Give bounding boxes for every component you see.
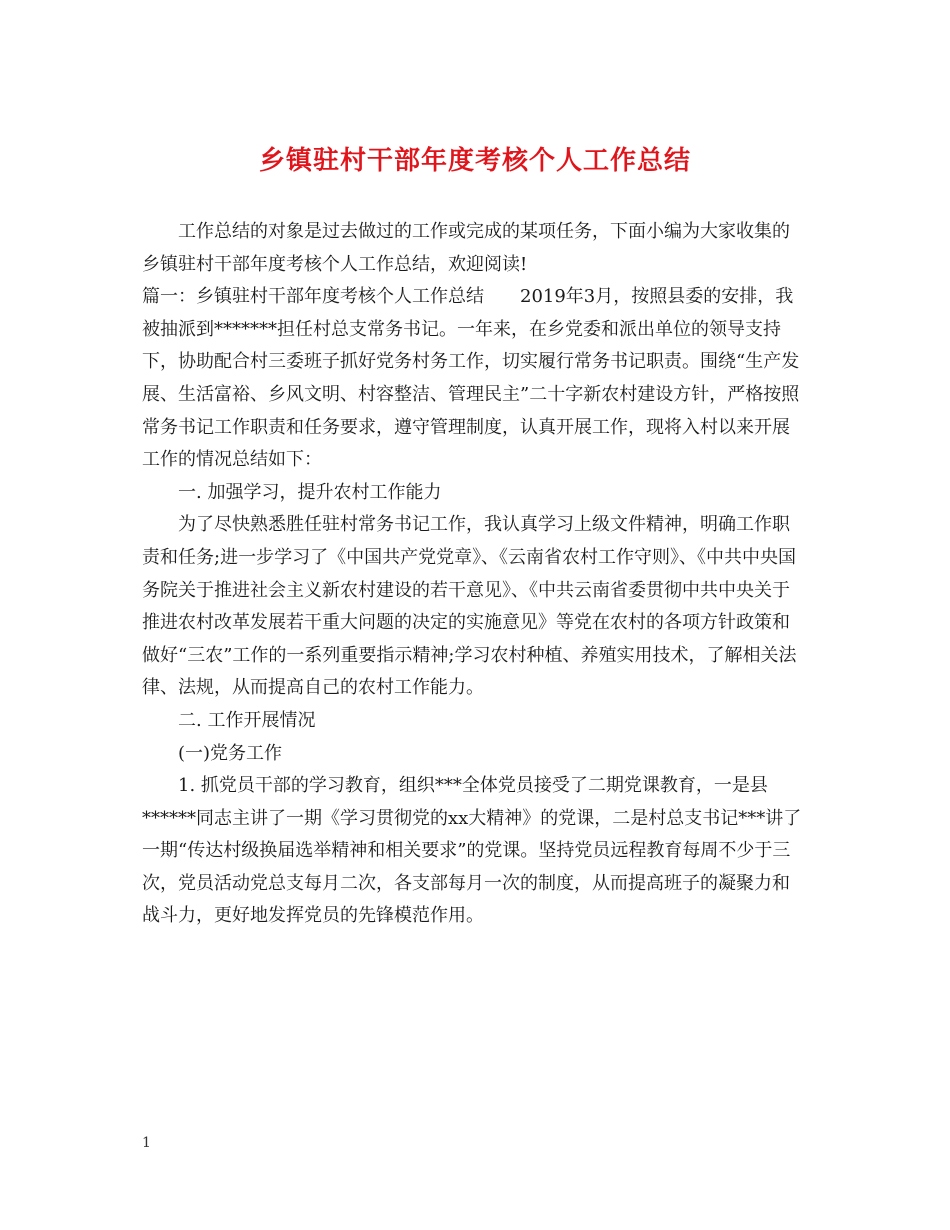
- intro-paragraph: 工作总结的对象是过去做过的工作或完成的某项任务，下面小编为大家收集的乡镇驻村干部年度考核个人工作总结，欢迎阅读!: [142, 221, 790, 275]
- document-title: 乡镇驻村干部年度考核个人工作总结: [258, 146, 691, 176]
- section-one-paragraph: 篇一：乡镇驻村干部年度考核个人工作总结 2019年3月，按照县委的安排，我被抽派到*******担任村总支常务书记。一年来，在乡党委和派出单位的领导支持下，协助配合村三委班子抓好党务村务工作，切实履行常务书记职责。围绕“生产发展、生活富裕、乡风文明、村容整洁、管理民主”二十字新农村建设方针，严格按照常务书记工作职责和任务要求，遵守管理制度，认真开展工作，现将入村以来开展工作的情况总结如下：: [142, 286, 800, 471]
- heading-work-progress: 二. 工作开展情况: [178, 709, 316, 731]
- study-paragraph: 为了尽快熟悉胜任驻村常务书记工作，我认真学习上级文件精神，明确工作职责和任务;进一步学习了《中国共产党党章》、《云南省农村工作守则》、《中共中央国务院关于推进社会主义新农村建设的若干意见》、《中共云南省委贯彻中共中央关于推进农村改革发展若干重大问题的决定的实施意见》等党在农村的各项方针政策和做好“三农”工作的一系列重要指示精神;学习农村种植、养殖实用技术，了解相关法律、法规，从而提高自己的农村工作能力。: [142, 514, 797, 699]
- heading-party-work: (一)党务工作: [178, 742, 283, 764]
- page-number: 1: [142, 1135, 151, 1151]
- document-body: [142, 216, 806, 933]
- party-work-paragraph: 1. 抓党员干部的学习教育，组织***全体党员接受了二期党课教育，一是县******同志主讲了一期《学习贯彻党的xx大精神》的党课，二是村总支书记***讲了一期“传达村级换届选举精神和相关要求”的党课。坚持党员远程教育每周不少于三次，党员活动党总支每月二次，各支部每月一次的制度，从而提高班子的凝聚力和战斗力，更好地发挥党员的先锋模范作用。: [142, 775, 802, 927]
- heading-strengthen-study: 一. 加强学习，提升农村工作能力: [178, 481, 442, 503]
